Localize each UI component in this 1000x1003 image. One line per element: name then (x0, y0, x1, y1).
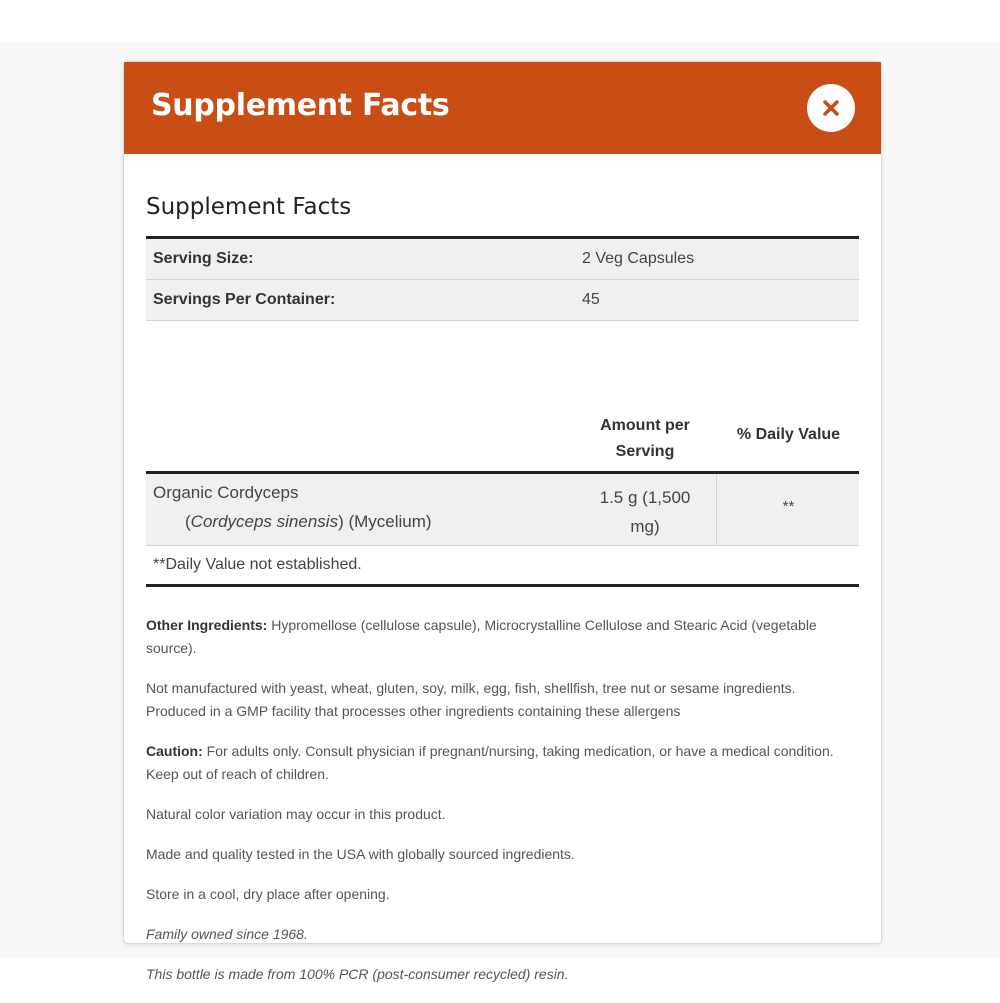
allergen-note: Not manufactured with yeast, wheat, gluten, soy, milk, egg, fish, shellfish, tree nut or sesame ingredients. Produced in a GMP facility that processes other ingredients containing these allergens (146, 680, 796, 719)
amount-per-serving-header: Amount per Serving (600, 417, 690, 460)
color-variation-note: Natural color variation may occur in this product. (146, 806, 446, 822)
nutrient-sub-close: ) (Mycelium) (338, 512, 432, 531)
nutrient-latin-name: Cordyceps sinensis (190, 512, 339, 531)
product-notes (146, 614, 859, 1003)
modal-header (124, 62, 881, 154)
servings-per-container-value: 45 (582, 291, 600, 308)
family-owned-note: Family owned since 1968. (146, 926, 308, 942)
serving-size-label: Serving Size: (153, 250, 254, 267)
other-ingredients-text: Hypromellose (cellulose capsule), Microcrystalline Cellulose and Stearic Acid (vegetable source). (146, 617, 817, 656)
servings-per-container-row (146, 280, 859, 321)
serving-info-table (146, 236, 859, 321)
caution-label: Caution: (146, 743, 203, 759)
nutrient-table-header (146, 409, 859, 474)
caution-text: For adults only. Consult physician if pregnant/nursing, taking medication, or have a medical condition. Keep out of reach of children. (146, 743, 834, 782)
servings-per-container-label: Servings Per Container: (153, 291, 336, 308)
serving-size-row (146, 239, 859, 280)
nutrient-daily-value: ** (782, 498, 795, 515)
close-icon (821, 98, 841, 118)
daily-value-header: % Daily Value (736, 426, 841, 443)
panel-title: Supplement Facts (146, 194, 352, 220)
nutrient-daily-value-cell (716, 474, 860, 545)
other-ingredients-note (146, 614, 859, 660)
other-ingredients-label: Other Ingredients: (146, 617, 268, 633)
nutrient-botanical-name (185, 512, 432, 532)
nutrient-row (146, 474, 859, 546)
nutrient-name: Organic Cordyceps (153, 483, 299, 502)
nutrient-amount: 1.5 g (1,500 mg) (599, 488, 691, 536)
close-button[interactable] (807, 84, 855, 132)
daily-value-footnote: **Daily Value not established. (153, 556, 362, 573)
nutrient-sub-open: ( (185, 512, 191, 531)
bottle-note: This bottle is made from 100% PCR (post-consumer recycled) resin. (146, 966, 569, 982)
supplement-facts-modal (123, 61, 882, 982)
caution-note (146, 740, 859, 786)
storage-note: Store in a cool, dry place after opening. (146, 886, 390, 902)
serving-size-value: 2 Veg Capsules (582, 250, 695, 267)
modal-title: Supplement Facts (151, 88, 450, 123)
footnote-row (146, 546, 859, 587)
made-in-note: Made and quality tested in the USA with globally sourced ingredients. (146, 846, 575, 862)
